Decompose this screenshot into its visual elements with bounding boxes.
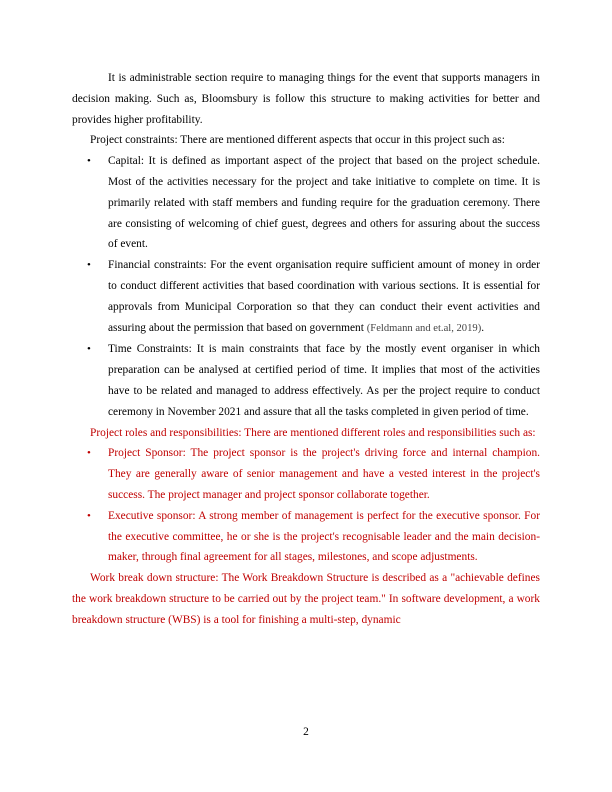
page-content (72, 68, 540, 631)
list-item (72, 506, 540, 568)
role-executive-sponsor: Executive sponsor: A strong member of management is perfect for the executive sponsor. For the executive committee, he or she is the project's recognisable leader and the main decision-maker, through final agreement for all stages, milestones, and scope adjustments. (108, 509, 540, 564)
constraint-capital: Capital: It is defined as important aspect of the project that based on the project schedule. Most of the activities necessary for the project and take initiative to complete on time. It is primarily related with staff members and funding require for the graduation ceremony. There are consisting of welcoming of chief guest, degrees and others for assuring about the success of event. (108, 155, 540, 251)
bullet-icon: • (87, 509, 91, 522)
constraint-time: Time Constraints: It is main constraints that face by the mostly event organiser in which preparation can be analysed at certified period of time. It implies that most of the activities have to be related and managed to address effectively. As per the project require to conduct ceremony in November 2021 and assure that all the tasks completed in given period of time. (108, 343, 540, 418)
list-item (72, 443, 540, 505)
bullet-icon: • (87, 259, 91, 272)
citation-tail: . (481, 321, 485, 334)
constraint-financial: Financial constraints: For the event organisation require sufficient amount of money in order to conduct different activities that based coordination with various sections. It is essential for approvals from Municipal Corporation so that they can conduct their event activities and assuring about the permission that based on government (108, 259, 540, 334)
role-project-sponsor: Project Sponsor: The project sponsor is the project's driving force and internal champion. They are generally aware of senior management and have a vested interest in the project's success. The project manager and project sponsor collaborate together. (108, 447, 540, 501)
page-number: 2 (303, 726, 309, 738)
bullet-icon: • (87, 343, 91, 356)
intro-paragraph: It is administrable section require to managing things for the event that supports managers in decision making. Such as, Bloomsbury is follow this structure to making activities for better and provides higher profitability. (72, 72, 540, 126)
bullet-icon: • (87, 155, 91, 168)
roles-list (72, 443, 540, 568)
bullet-icon: • (87, 447, 91, 460)
wbs-paragraph: Work break down structure: The Work Breakdown Structure is described as a "achievable defines the work breakdown structure to be carried out by the project team." In software development, a work breakdown structure (WBS) is a tool for finishing a multi-step, dynamic (72, 572, 540, 626)
roles-heading: Project roles and responsibilities: There are mentioned different roles and responsibilities such as: (90, 426, 536, 439)
list-item (72, 255, 540, 339)
constraints-heading: Project constraints: There are mentioned different aspects that occur in this project such as: (90, 134, 505, 147)
constraints-list (72, 151, 540, 422)
list-item (72, 151, 540, 255)
list-item (72, 339, 540, 422)
citation: (Feldmann and et.al, 2019) (366, 322, 482, 334)
